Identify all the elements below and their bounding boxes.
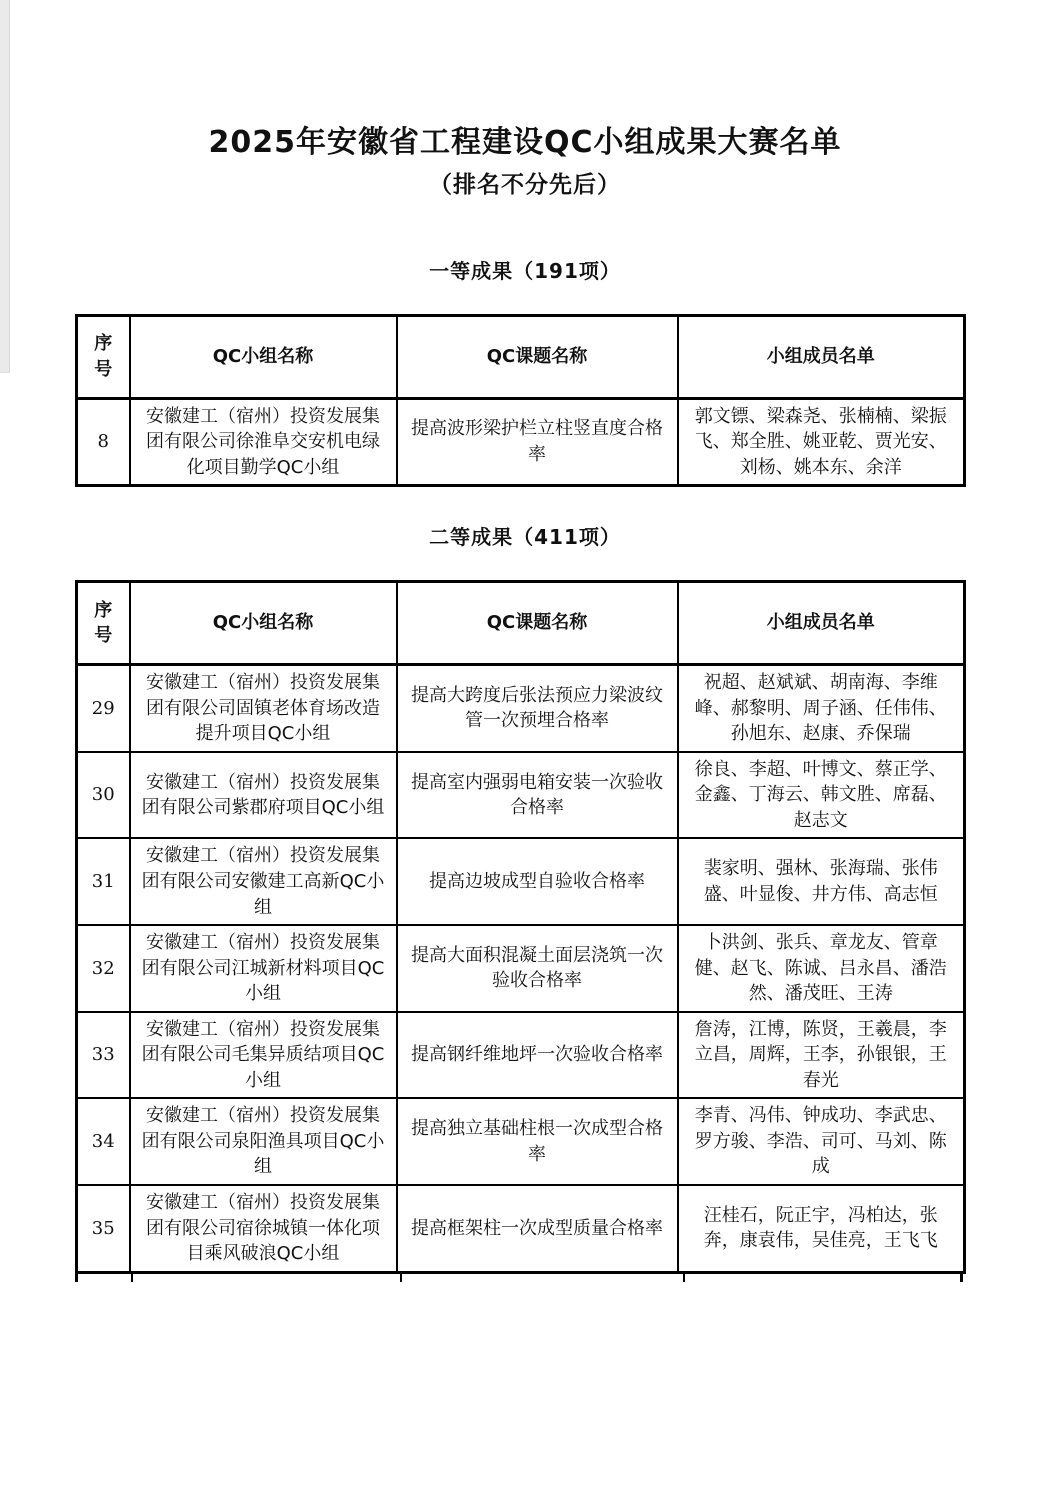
cell-topic-name: 提高波形梁护栏立柱竖直度合格率: [397, 398, 678, 486]
table-header-row: [77, 582, 965, 665]
page-subtitle: （排名不分先后）: [429, 171, 621, 198]
cell-group-name: 安徽建工（宿州）投资发展集团有限公司江城新材料项目QC小组: [130, 925, 397, 1012]
section-heading-first-prize: 一等成果（191项）: [429, 258, 621, 283]
section-heading-second-prize: 二等成果（411项）: [429, 525, 621, 550]
column-header-group-name: QC小组名称: [130, 315, 397, 398]
table-row: [77, 398, 965, 486]
second-prize-table: [75, 580, 966, 1273]
table-header-row: [77, 315, 965, 398]
cell-index: 34: [77, 1098, 130, 1185]
cell-group-name: 安徽建工（宿州）投资发展集团有限公司安徽建工高新QC小组: [130, 838, 397, 925]
cell-members: 祝超、赵斌斌、胡南海、李维峰、郝黎明、周子涵、任伟伟、孙旭东、赵康、乔保瑞: [678, 665, 965, 752]
table-row: [77, 1098, 965, 1185]
cell-group-name: 安徽建工（宿州）投资发展集团有限公司紫郡府项目QC小组: [130, 752, 397, 839]
cell-topic-name: 提高框架柱一次成型质量合格率: [397, 1185, 678, 1272]
cell-members: 郭文镖、梁森尧、张楠楠、梁振飞、郑全胜、姚亚乾、贾光安、刘杨、姚本东、余洋: [678, 398, 965, 486]
column-header-index: 序号: [77, 582, 130, 665]
column-header-topic-name: QC课题名称: [397, 315, 678, 398]
column-header-members: 小组成员名单: [678, 582, 965, 665]
cell-topic-name: 提高大面积混凝土面层浇筑一次验收合格率: [397, 925, 678, 1012]
cell-members: 詹涛，江博，陈贤，王羲晨，李立昌，周辉，王李，孙银银，王春光: [678, 1012, 965, 1099]
cell-group-name: 安徽建工（宿州）投资发展集团有限公司泉阳渔具项目QC小组: [130, 1098, 397, 1185]
next-row-partial-borders: [75, 1274, 963, 1282]
cell-index: 33: [77, 1012, 130, 1099]
cell-group-name: 安徽建工（宿州）投资发展集团有限公司毛集异质结项目QC小组: [130, 1012, 397, 1099]
cell-members: 汪桂石，阮正宇，冯柏达，张奔，康袁伟，吴佳亮，王飞飞: [678, 1185, 965, 1272]
cell-index: 8: [77, 398, 130, 486]
table-row: [77, 752, 965, 839]
cell-members: 卜洪剑、张兵、章龙友、管章健、赵飞、陈诚、吕永昌、潘浩然、潘茂旺、王涛: [678, 925, 965, 1012]
table-row: [77, 1185, 965, 1272]
cell-group-name: 安徽建工（宿州）投资发展集团有限公司宿徐城镇一体化项目乘风破浪QC小组: [130, 1185, 397, 1272]
column-header-index: 序号: [77, 315, 130, 398]
cell-members: 李青、冯伟、钟成功、李武忠、罗方骏、李浩、司可、马刘、陈成: [678, 1098, 965, 1185]
cell-topic-name: 提高大跨度后张法预应力梁波纹管一次预埋合格率: [397, 665, 678, 752]
cell-index: 35: [77, 1185, 130, 1272]
cell-index: 29: [77, 665, 130, 752]
cell-index: 32: [77, 925, 130, 1012]
page-title: 2025年安徽省工程建设QC小组成果大赛名单: [208, 125, 842, 160]
cell-members: 裴家明、强林、张海瑞、张伟盛、叶显俊、井方伟、高志恒: [678, 838, 965, 925]
cell-group-name: 安徽建工（宿州）投资发展集团有限公司固镇老体育场改造提升项目QC小组: [130, 665, 397, 752]
cell-members: 徐良、李超、叶博文、蔡正学、金鑫、丁海云、韩文胜、席磊、赵志文: [678, 752, 965, 839]
table-row: [77, 925, 965, 1012]
table-row: [77, 665, 965, 752]
column-header-group-name: QC小组名称: [130, 582, 397, 665]
column-header-members: 小组成员名单: [678, 315, 965, 398]
cell-topic-name: 提高边坡成型自验收合格率: [397, 838, 678, 925]
column-header-topic-name: QC课题名称: [397, 582, 678, 665]
cell-topic-name: 提高钢纤维地坪一次验收合格率: [397, 1012, 678, 1099]
cell-topic-name: 提高室内强弱电箱安装一次验收合格率: [397, 752, 678, 839]
cell-group-name: 安徽建工（宿州）投资发展集团有限公司徐淮阜交安机电绿化项目勤学QC小组: [130, 398, 397, 486]
adjacent-page-edge: [0, 0, 10, 373]
table-row: [77, 838, 965, 925]
cell-topic-name: 提高独立基础柱根一次成型合格率: [397, 1098, 678, 1185]
cell-index: 31: [77, 838, 130, 925]
first-prize-table: [75, 314, 966, 488]
cell-index: 30: [77, 752, 130, 839]
table-row: [77, 1012, 965, 1099]
